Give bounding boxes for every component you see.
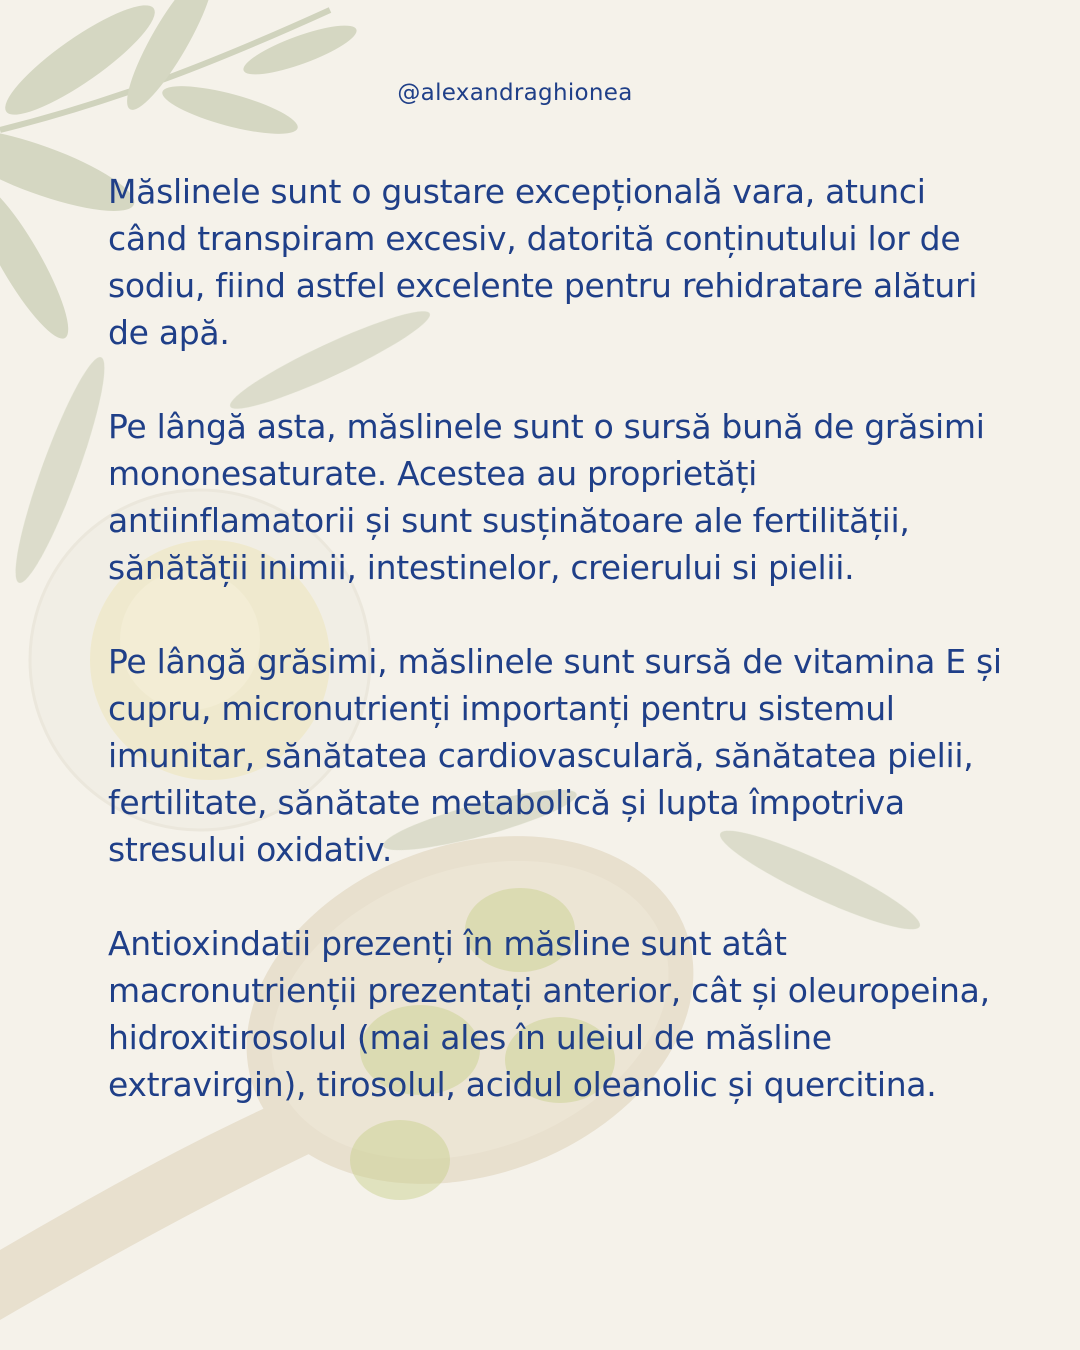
author-handle: @alexandraghionea xyxy=(397,80,633,106)
article-body xyxy=(108,168,1008,1155)
paragraph-hydration: Măslinele sunt o gustare excepțională vara, atunci când transpiram excesiv, datorită conținutului lor de sodiu, fiind astfel excelente pentru rehidratare alături de apă. xyxy=(108,172,978,352)
paragraph-antioxidants: Antioxindatii prezenți în măsline sunt atât macronutrienții prezentați anterior, cât și oleuropeina, hidroxitirosolul (mai ales în uleiul de măsline extravirgin), tirosolul, acidul oleanolic și quercitina. xyxy=(108,924,990,1104)
paragraph-micronutrients: Pe lângă grăsimi, măslinele sunt sursă de vitamina E și cupru, micronutrienți importanți pentru sistemul imunitar, sănătatea cardiovasculară, sănătatea pielii, fertilitate, sănătate metabolică și lupta împotriva stresului oxidativ. xyxy=(108,642,1002,869)
paragraph-fats: Pe lângă asta, măslinele sunt o sursă bună de grăsimi mononesaturate. Acestea au proprietăți antiinflamatorii și sunt susținătoare ale fertilității, sănătății inimii, intestinelor, creierului si pielii. xyxy=(108,407,985,587)
